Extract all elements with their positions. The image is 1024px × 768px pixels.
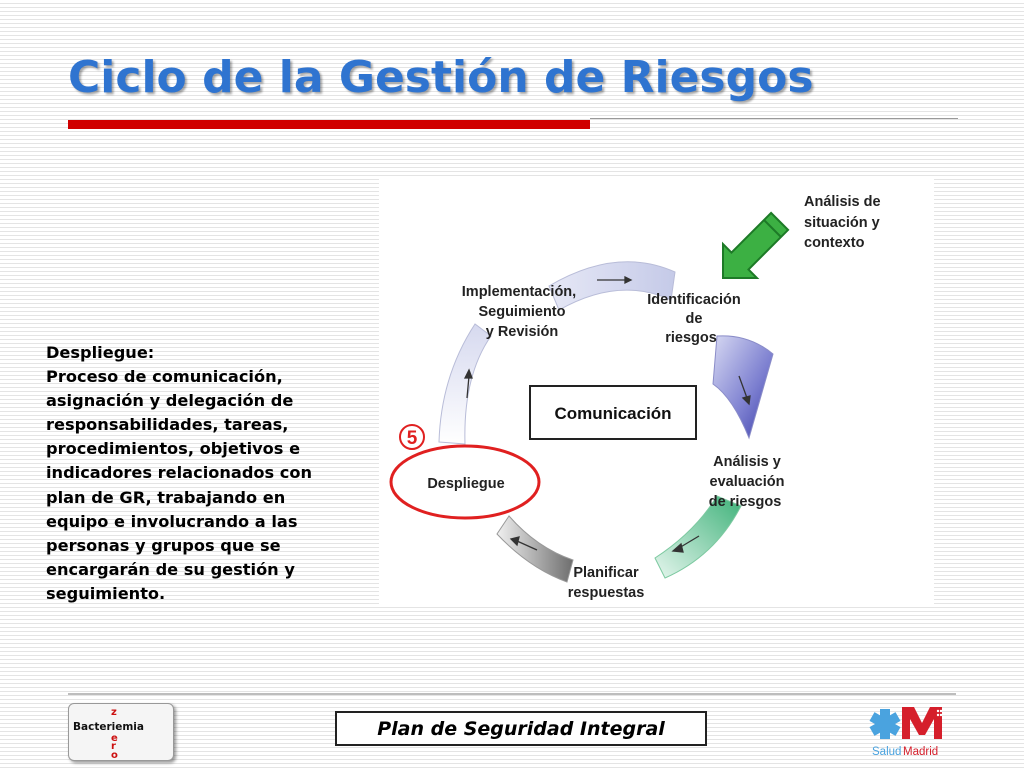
step-implementacion-label: y Revisión <box>485 324 559 340</box>
description-line: seguimiento. <box>46 583 166 603</box>
step-analisis-label: evaluación <box>709 474 785 490</box>
description-line: plan de GR, trabajando en <box>46 487 286 507</box>
step-planificar-label: respuestas <box>567 585 645 601</box>
description-line: indicadores relacionados con <box>46 463 313 483</box>
star-of-life-icon <box>870 709 901 739</box>
context-label-line: Análisis de <box>804 194 881 210</box>
logo-vertical-letter: r <box>111 741 116 752</box>
title-underline-gray <box>590 118 958 119</box>
context-label-line: situación y <box>804 215 880 231</box>
description-heading: Despliegue: <box>46 343 155 362</box>
bacteriemia-logo-graphic <box>69 704 173 760</box>
description-line: procedimientos, objetivos e <box>46 439 301 459</box>
context-arrow-icon <box>706 204 797 295</box>
madrid-m-icon <box>902 707 942 739</box>
description-line: encargarán de su gestión y <box>46 559 295 579</box>
logo-vertical-letter: z <box>111 707 117 718</box>
step-identificacion-label: de <box>685 311 703 327</box>
plan-label: Plan de Seguridad Integral <box>377 717 665 740</box>
step-planificar-label: Planificar <box>573 565 639 581</box>
context-label-line: contexto <box>804 235 865 251</box>
step-identificacion-label: riesgos <box>665 330 717 346</box>
footer-divider <box>68 693 956 695</box>
salud-madrid-logo <box>868 703 958 759</box>
step-implementacion-label: Seguimiento <box>478 304 566 320</box>
madrid-text: Madrid <box>903 746 939 758</box>
plan-label-box <box>335 711 707 746</box>
comunicacion-label: Comunicación <box>554 404 672 423</box>
salud-madrid-graphic <box>868 703 958 759</box>
description-line: responsabilidades, tareas, <box>46 415 289 435</box>
salud-text: Salud <box>872 746 902 758</box>
slide-title: Ciclo de la Gestión de Riesgos <box>68 52 814 103</box>
step-number: 5 <box>406 428 418 449</box>
description-line: personas y grupos que se <box>46 535 281 555</box>
logo-vertical-letter: o <box>111 750 118 760</box>
step-despliegue-label: Despliegue <box>427 476 505 492</box>
step-identificacion-label: Identificación <box>647 292 741 308</box>
logo-word: Bacteriemia <box>73 721 144 733</box>
title-underline-red <box>68 120 590 129</box>
cycle-svg <box>379 176 934 606</box>
description-line: equipo e involucrando a las <box>46 511 298 531</box>
description-line: Proceso de comunicación, <box>46 367 283 387</box>
step-implementacion-label: Implementación, <box>461 284 577 300</box>
logo-vertical-letter: e <box>111 733 118 744</box>
risk-cycle-diagram <box>379 176 934 606</box>
step-analisis-label: Análisis y <box>713 454 781 470</box>
segment-implementacion <box>439 324 491 444</box>
despliegue-description <box>46 341 376 606</box>
bacteriemia-zero-logo <box>68 703 174 761</box>
description-line: asignación y delegación de <box>46 391 294 411</box>
step-analisis-label: de riesgos <box>708 494 782 510</box>
